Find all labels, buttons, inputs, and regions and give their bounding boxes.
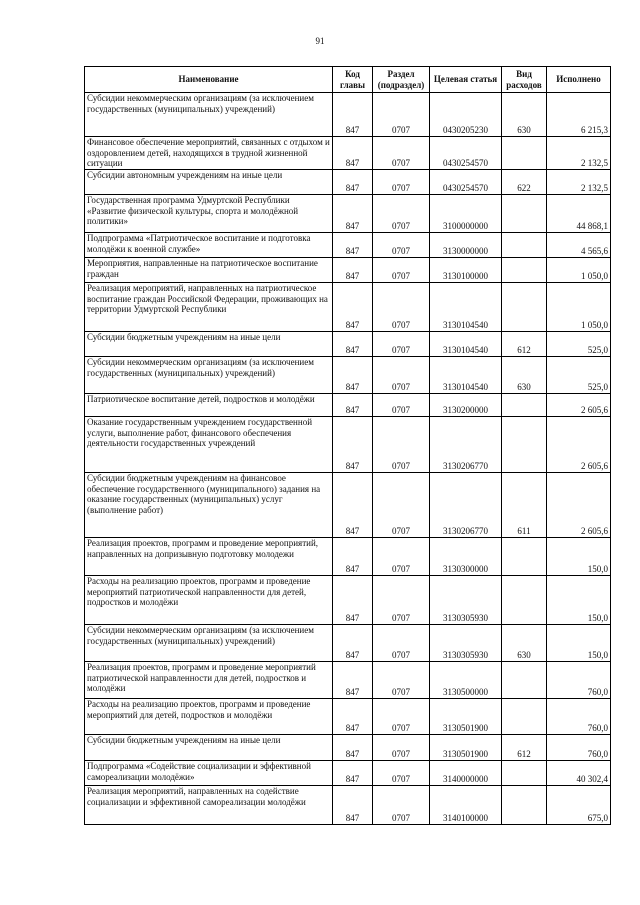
cell-code: 847 (333, 576, 373, 625)
cell-name: Мероприятия, направленные на патриотическое воспитание граждан (85, 258, 333, 283)
cell-code: 847 (333, 761, 373, 786)
cell-article: 3130500000 (430, 662, 502, 699)
cell-code: 847 (333, 170, 373, 195)
cell-amount: 2 132,5 (547, 137, 611, 170)
cell-kind (502, 662, 547, 699)
cell-code: 847 (333, 538, 373, 576)
table-row (85, 576, 611, 625)
table-row (85, 538, 611, 576)
cell-article: 3130501900 (430, 699, 502, 735)
cell-name: Патриотическое воспитание детей, подростков и молодёжи (85, 394, 333, 417)
table-row (85, 233, 611, 258)
cell-section: 0707 (373, 332, 430, 357)
cell-code: 847 (333, 394, 373, 417)
cell-article: 3140000000 (430, 761, 502, 786)
cell-article: 3130501900 (430, 735, 502, 761)
cell-section: 0707 (373, 576, 430, 625)
cell-code: 847 (333, 473, 373, 538)
cell-section: 0707 (373, 473, 430, 538)
cell-kind: 611 (502, 473, 547, 538)
cell-article: 3130206770 (430, 473, 502, 538)
table-row (85, 195, 611, 233)
column-header-article: Целевая статья (430, 67, 502, 93)
cell-article: 3130200000 (430, 394, 502, 417)
table-row (85, 473, 611, 538)
cell-kind (502, 258, 547, 283)
cell-section: 0707 (373, 195, 430, 233)
cell-article: 3130000000 (430, 233, 502, 258)
table-row (85, 357, 611, 394)
table-body (85, 93, 611, 825)
table-row (85, 170, 611, 195)
cell-name: Субсидии автономным учреждениям на иные цели (85, 170, 333, 195)
cell-name: Субсидии некоммерческим организациям (за исключением государственных (муниципальных) учреждений) (85, 625, 333, 662)
cell-code: 847 (333, 417, 373, 473)
cell-kind: 630 (502, 357, 547, 394)
table-row (85, 662, 611, 699)
cell-section: 0707 (373, 357, 430, 394)
cell-code: 847 (333, 137, 373, 170)
table-row (85, 625, 611, 662)
table-row (85, 258, 611, 283)
cell-name: Субсидии некоммерческим организациям (за исключением государственных (муниципальных) учреждений) (85, 357, 333, 394)
cell-section: 0707 (373, 786, 430, 825)
column-header-kind: Вид расходов (502, 67, 547, 93)
cell-code: 847 (333, 283, 373, 332)
cell-section: 0707 (373, 735, 430, 761)
cell-name: Финансовое обеспечение мероприятий, связанных с отдыхом и оздоровлением детей, находящихся в трудной жизненной ситуации (85, 137, 333, 170)
column-header-section: Раздел (подраздел) (373, 67, 430, 93)
cell-name: Субсидии бюджетным учреждениям на иные цели (85, 735, 333, 761)
table-row (85, 137, 611, 170)
cell-amount: 760,0 (547, 662, 611, 699)
cell-amount: 150,0 (547, 576, 611, 625)
cell-amount: 2 605,6 (547, 417, 611, 473)
budget-table (84, 66, 611, 825)
cell-amount: 40 302,4 (547, 761, 611, 786)
cell-name: Подпрограмма «Содействие социализации и эффективной самореализации молодёжи» (85, 761, 333, 786)
column-header-code: Код главы (333, 67, 373, 93)
table-header-row (85, 67, 611, 93)
cell-code: 847 (333, 332, 373, 357)
cell-amount: 2 132,5 (547, 170, 611, 195)
cell-code: 847 (333, 625, 373, 662)
cell-kind (502, 761, 547, 786)
cell-kind (502, 538, 547, 576)
cell-amount: 760,0 (547, 699, 611, 735)
cell-section: 0707 (373, 137, 430, 170)
cell-amount: 525,0 (547, 357, 611, 394)
cell-section: 0707 (373, 233, 430, 258)
cell-section: 0707 (373, 538, 430, 576)
cell-kind (502, 786, 547, 825)
cell-name: Государственная программа Удмуртской Республики «Развитие физической культуры, спорта и молодёжной политики» (85, 195, 333, 233)
cell-section: 0707 (373, 170, 430, 195)
table-row (85, 699, 611, 735)
cell-article: 3130104540 (430, 332, 502, 357)
cell-amount: 150,0 (547, 625, 611, 662)
cell-article: 3100000000 (430, 195, 502, 233)
cell-kind: 630 (502, 93, 547, 137)
cell-section: 0707 (373, 625, 430, 662)
cell-article: 3130104540 (430, 283, 502, 332)
cell-amount: 4 565,6 (547, 233, 611, 258)
cell-amount: 1 050,0 (547, 283, 611, 332)
cell-name: Субсидии некоммерческим организациям (за исключением государственных (муниципальных) учреждений) (85, 93, 333, 137)
cell-name: Реализация проектов, программ и проведение мероприятий, направленных на допризывную подготовку молодежи (85, 538, 333, 576)
cell-kind (502, 394, 547, 417)
cell-article: 0430254570 (430, 170, 502, 195)
cell-article: 0430205230 (430, 93, 502, 137)
cell-name: Расходы на реализацию проектов, программ и проведение мероприятий патриотической направленности для детей, подростков и молодёжи (85, 576, 333, 625)
cell-name: Субсидии бюджетным учреждениям на финансовое обеспечение государственного (муниципального) задания на оказание государственных (муниципальных) услуг (выполнение работ) (85, 473, 333, 538)
cell-amount: 1 050,0 (547, 258, 611, 283)
cell-section: 0707 (373, 258, 430, 283)
table-row (85, 394, 611, 417)
cell-amount: 525,0 (547, 332, 611, 357)
table-row (85, 735, 611, 761)
cell-article: 3130305930 (430, 576, 502, 625)
cell-name: Расходы на реализацию проектов, программ и проведение мероприятий для детей, подростков и молодёжи (85, 699, 333, 735)
cell-section: 0707 (373, 93, 430, 137)
page-number: 91 (315, 36, 325, 46)
cell-section: 0707 (373, 283, 430, 332)
cell-section: 0707 (373, 761, 430, 786)
cell-code: 847 (333, 357, 373, 394)
cell-kind: 630 (502, 625, 547, 662)
cell-amount: 44 868,1 (547, 195, 611, 233)
cell-article: 3130305930 (430, 625, 502, 662)
cell-name: Реализация мероприятий, направленных на содействие социализации и эффективной самореализации молодёжи (85, 786, 333, 825)
cell-kind (502, 283, 547, 332)
table-row (85, 283, 611, 332)
cell-code: 847 (333, 699, 373, 735)
table-row (85, 332, 611, 357)
table-row (85, 761, 611, 786)
cell-article: 3130300000 (430, 538, 502, 576)
cell-kind: 622 (502, 170, 547, 195)
column-header-amount: Исполнено (547, 67, 611, 93)
cell-article: 3130206770 (430, 417, 502, 473)
cell-code: 847 (333, 93, 373, 137)
cell-section: 0707 (373, 662, 430, 699)
cell-kind (502, 233, 547, 258)
table-row (85, 93, 611, 137)
cell-article: 3130100000 (430, 258, 502, 283)
cell-article: 3140100000 (430, 786, 502, 825)
cell-amount: 6 215,3 (547, 93, 611, 137)
cell-kind (502, 195, 547, 233)
cell-kind: 612 (502, 332, 547, 357)
cell-code: 847 (333, 735, 373, 761)
cell-kind (502, 699, 547, 735)
cell-kind (502, 137, 547, 170)
cell-name: Реализация мероприятий, направленных на патриотическое воспитание граждан Российской Федерации, проживающих на территории Удмуртской Республики (85, 283, 333, 332)
cell-amount: 150,0 (547, 538, 611, 576)
cell-amount: 675,0 (547, 786, 611, 825)
cell-section: 0707 (373, 417, 430, 473)
cell-code: 847 (333, 786, 373, 825)
cell-amount: 2 605,6 (547, 473, 611, 538)
table-row (85, 417, 611, 473)
cell-article: 3130104540 (430, 357, 502, 394)
cell-code: 847 (333, 233, 373, 258)
cell-kind: 612 (502, 735, 547, 761)
cell-code: 847 (333, 195, 373, 233)
cell-name: Субсидии бюджетным учреждениям на иные цели (85, 332, 333, 357)
cell-code: 847 (333, 662, 373, 699)
cell-name: Оказание государственным учреждением государственной услуги, выполнение работ, финансового обеспечения деятельности государственных учреждений (85, 417, 333, 473)
cell-kind (502, 576, 547, 625)
cell-name: Реализация проектов, программ и проведение мероприятий патриотической направленности для детей, подростков и молодёжи (85, 662, 333, 699)
cell-section: 0707 (373, 699, 430, 735)
cell-section: 0707 (373, 394, 430, 417)
cell-name: Подпрограмма «Патриотическое воспитание и подготовка молодёжи к военной службе» (85, 233, 333, 258)
table-row (85, 786, 611, 825)
cell-amount: 760,0 (547, 735, 611, 761)
cell-kind (502, 417, 547, 473)
cell-amount: 2 605,6 (547, 394, 611, 417)
column-header-name: Наименование (85, 67, 333, 93)
cell-code: 847 (333, 258, 373, 283)
cell-article: 0430254570 (430, 137, 502, 170)
